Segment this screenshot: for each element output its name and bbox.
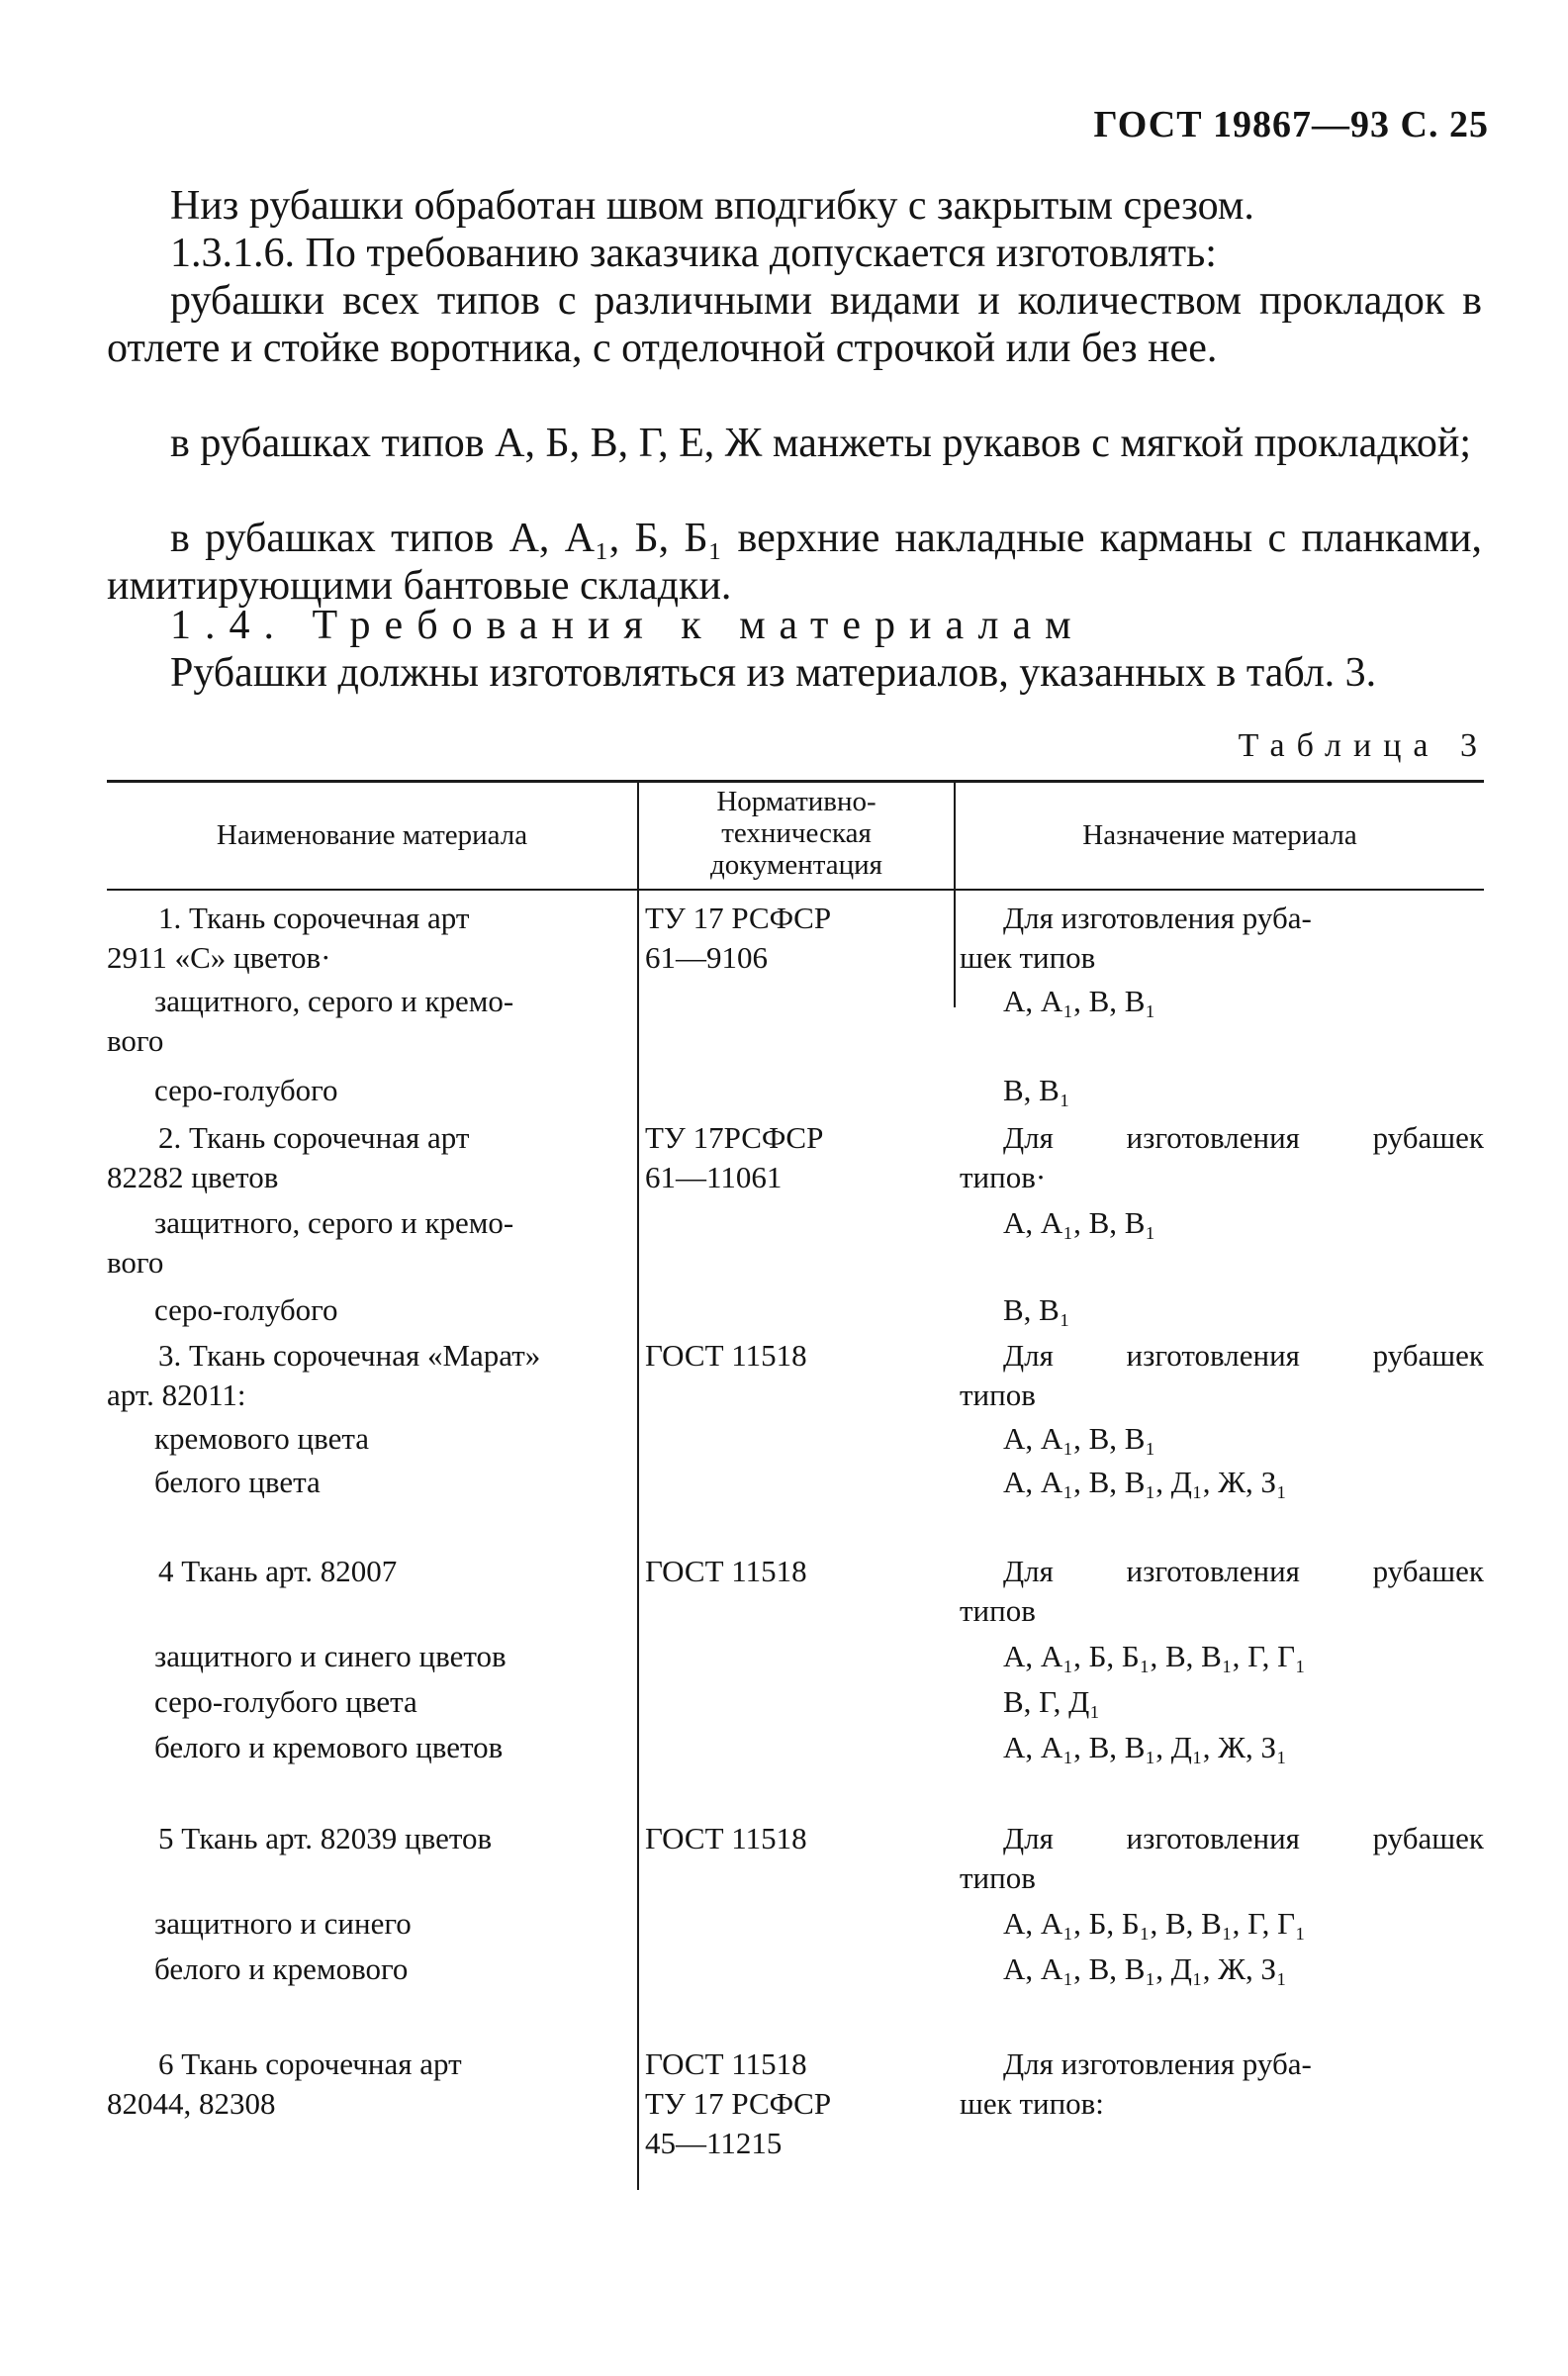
section-heading-materials: 1.4. Требования к материалам bbox=[170, 603, 1085, 648]
r2-name-line-2: 82282 цветов bbox=[107, 1160, 279, 1194]
r5a-name: защитного и синего bbox=[154, 1906, 412, 1941]
r2b-name: серо-голубого bbox=[154, 1292, 338, 1327]
r1a-name-line-1: защитного, серого и кремо- bbox=[154, 984, 514, 1018]
r4-use-line-2: типов bbox=[960, 1593, 1036, 1628]
paragraph-all-types: рубашки всех типов с различными видами и количеством прокладок в отлете и стойке воротника, с отделочной строчкой или без нее. bbox=[107, 278, 1482, 371]
r4b-name: серо-голубого цвета bbox=[154, 1684, 417, 1719]
r1-use-line-2: шек типов bbox=[960, 940, 1096, 975]
materials-table bbox=[107, 780, 1484, 2190]
r2-use-line-1: Для изготовления рубашек bbox=[1003, 1120, 1484, 1155]
r1-name-line-2: 2911 «С» цветов· bbox=[107, 940, 331, 975]
r4a-name: защитного и синего цветов bbox=[154, 1639, 507, 1673]
table-header-rule bbox=[107, 889, 1484, 891]
r4c-use: А, А₁, В, В₁, Д₁, Ж, З₁ bbox=[1003, 1730, 1287, 1764]
r2b-use: В, В₁ bbox=[1003, 1292, 1070, 1327]
r4c-name: белого и кремового цветов bbox=[154, 1730, 504, 1764]
r3b-name: белого цвета bbox=[154, 1465, 321, 1499]
r1-doc-line-1: ТУ 17 РСФСР bbox=[645, 901, 832, 935]
table-top-rule bbox=[107, 780, 1484, 783]
r3a-name: кремового цвета bbox=[154, 1421, 370, 1456]
r1-name-line-1: 1. Ткань сорочечная арт bbox=[158, 901, 470, 935]
r6-doc-line-1: ГОСТ 11518 bbox=[645, 2046, 807, 2081]
r4b-use: В, Г, Д₁ bbox=[1003, 1684, 1101, 1719]
r4-name: 4 Ткань арт. 82007 bbox=[158, 1554, 398, 1588]
paragraph-pockets: в рубашках типов А, А₁, Б, Б₁ верхние накладные карманы с планками, имитирующими бантовые складки. bbox=[107, 516, 1482, 609]
r1b-name: серо-голубого bbox=[154, 1073, 338, 1107]
r6-doc-line-2: ТУ 17 РСФСР bbox=[645, 2086, 832, 2121]
table-caption: Таблица 3 bbox=[1238, 727, 1489, 764]
r6-doc-line-3: 45—11215 bbox=[645, 2126, 783, 2160]
r1a-use: А, А₁, В, В₁ bbox=[1003, 984, 1156, 1018]
r2a-name-line-2: вого bbox=[107, 1245, 164, 1280]
header-doc-line-3: документация bbox=[709, 849, 883, 881]
r6-name-line-2: 82044, 82308 bbox=[107, 2086, 276, 2121]
paragraph-materials-ref: Рубашки должны изготовляться из материалов, указанных в табл. 3. bbox=[170, 650, 1377, 696]
r5b-name: белого и кремового bbox=[154, 1951, 409, 1986]
r3-name-line-2: арт. 82011: bbox=[107, 1378, 246, 1412]
header-doc-line-1: Нормативно- bbox=[716, 786, 876, 817]
r3-doc: ГОСТ 11518 bbox=[645, 1338, 807, 1373]
r1-use-line-1: Для изготовления руба- bbox=[1003, 901, 1312, 935]
r2-doc-line-2: 61—11061 bbox=[645, 1160, 783, 1194]
r2-doc-line-1: ТУ 17РСФСР bbox=[645, 1120, 824, 1155]
r2-use-line-2: типов· bbox=[960, 1160, 1047, 1194]
column-divider-2-partial bbox=[954, 889, 956, 1007]
r3-use-line-1: Для изготовления рубашек bbox=[1003, 1338, 1484, 1373]
r6-use-line-2: шек типов: bbox=[960, 2086, 1104, 2121]
r5-doc: ГОСТ 11518 bbox=[645, 1821, 807, 1855]
paragraph-1-3-1-6: 1.3.1.6. По требованию заказчика допускается изготовлять: bbox=[170, 231, 1217, 276]
r5a-use: А, А₁, Б, Б₁, В, В₁, Г, Г₁ bbox=[1003, 1906, 1306, 1941]
paragraph-hem: Низ рубашки обработан швом вподгибку с закрытым срезом. bbox=[170, 183, 1254, 229]
r4-use-line-1: Для изготовления рубашек bbox=[1003, 1554, 1484, 1588]
r3b-use: А, А₁, В, В₁, Д₁, Ж, З₁ bbox=[1003, 1465, 1287, 1499]
header-material-use: Назначение материала bbox=[1082, 819, 1357, 851]
r6-use-line-1: Для изготовления руба- bbox=[1003, 2046, 1312, 2081]
r6-name-line-1: 6 Ткань сорочечная арт bbox=[158, 2046, 462, 2081]
paragraph-cuffs: в рубашках типов А, Б, В, Г, Е, Ж манжеты рукавов с мягкой прокладкой; bbox=[170, 421, 1472, 466]
r5-use-line-2: типов bbox=[960, 1860, 1036, 1895]
page-header: ГОСТ 19867—93 С. 25 bbox=[1093, 104, 1489, 145]
header-material-name: Наименование материала bbox=[216, 819, 528, 851]
r4a-use: А, А₁, Б, Б₁, В, В₁, Г, Г₁ bbox=[1003, 1639, 1306, 1673]
r5-name: 5 Ткань арт. 82039 цветов bbox=[158, 1821, 493, 1855]
r2-name-line-1: 2. Ткань сорочечная арт bbox=[158, 1120, 470, 1155]
r5-use-line-1: Для изготовления рубашек bbox=[1003, 1821, 1484, 1855]
r5b-use: А, А₁, В, В₁, Д₁, Ж, З₁ bbox=[1003, 1951, 1287, 1986]
r2a-use: А, А₁, В, В₁ bbox=[1003, 1205, 1156, 1240]
r1a-name-line-2: вого bbox=[107, 1023, 164, 1058]
r1-doc-line-2: 61—9106 bbox=[645, 940, 768, 975]
header-doc-line-2: техническая bbox=[721, 817, 872, 849]
r4-doc: ГОСТ 11518 bbox=[645, 1554, 807, 1588]
r1b-use: В, В₁ bbox=[1003, 1073, 1070, 1107]
r3-name-line-1: 3. Ткань сорочечная «Марат» bbox=[158, 1338, 541, 1373]
r2a-name-line-1: защитного, серого и кремо- bbox=[154, 1205, 514, 1240]
r3a-use: А, А₁, В, В₁ bbox=[1003, 1421, 1156, 1456]
r3-use-line-2: типов bbox=[960, 1378, 1036, 1412]
